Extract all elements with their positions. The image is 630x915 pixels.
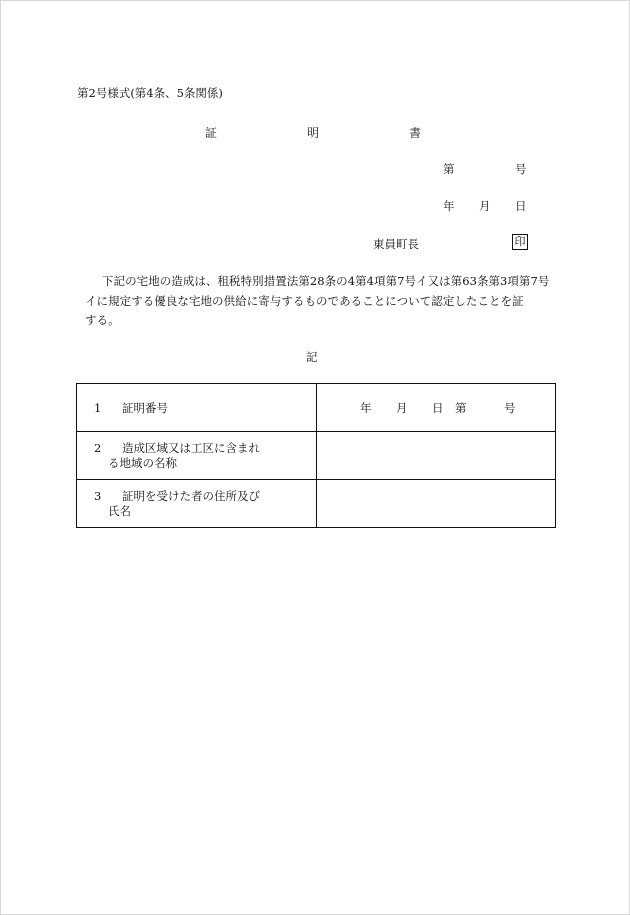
row-label-text: 造成区域又は工区に含まれ <box>122 440 260 455</box>
row-label-text: 証明を受けた者の住所及び <box>122 488 260 503</box>
certification-text <box>85 272 555 331</box>
row-label <box>77 384 317 432</box>
certificate-number-cell[interactable] <box>317 384 556 432</box>
cert-go: 号 <box>504 401 516 415</box>
date-year: 年 <box>443 199 455 213</box>
form-label: 第2号様式(第4条、5条関係) <box>77 86 223 100</box>
date-day: 日 <box>515 199 527 213</box>
area-name-cell[interactable] <box>317 432 556 480</box>
row-label <box>77 432 317 480</box>
body-line-1: 下記の宅地の造成は、租税特別措置法第28条の4第4項第7号イ又は第63条第3項第7号 <box>102 274 550 288</box>
row-number: 2 <box>94 440 102 455</box>
title-char-mei: 明 <box>307 126 320 140</box>
body-line-3: する。 <box>85 313 120 327</box>
row-number: 3 <box>94 488 102 503</box>
table-row <box>77 480 556 528</box>
cert-day: 日 <box>432 401 444 415</box>
row-number: 1 <box>94 400 102 415</box>
title-char-sho: 証 <box>205 126 218 140</box>
details-table <box>76 383 556 528</box>
seal-box: 印 <box>512 234 528 250</box>
date-month: 月 <box>479 199 491 213</box>
table-row <box>77 432 556 480</box>
recipient-cell[interactable] <box>317 480 556 528</box>
cert-month: 月 <box>396 401 408 415</box>
row-label-text-cont: 氏名 <box>108 503 131 518</box>
table-row <box>77 384 556 432</box>
body-line-2: イに規定する優良な宅地の供給に寄与するものであることについて認定したことを証 <box>85 293 524 308</box>
cert-year: 年 <box>360 401 372 415</box>
ki-heading: 記 <box>306 350 318 364</box>
issuer-name: 東員町長 <box>373 237 419 251</box>
row-label-text: 証明番号 <box>122 400 168 415</box>
row-label-text-cont: る地域の名称 <box>108 455 177 470</box>
row-label <box>77 480 317 528</box>
cert-dai: 第 <box>455 401 467 415</box>
number-suffix: 号 <box>515 162 527 176</box>
number-prefix: 第 <box>443 162 455 176</box>
title-char-sho2: 書 <box>409 126 422 140</box>
